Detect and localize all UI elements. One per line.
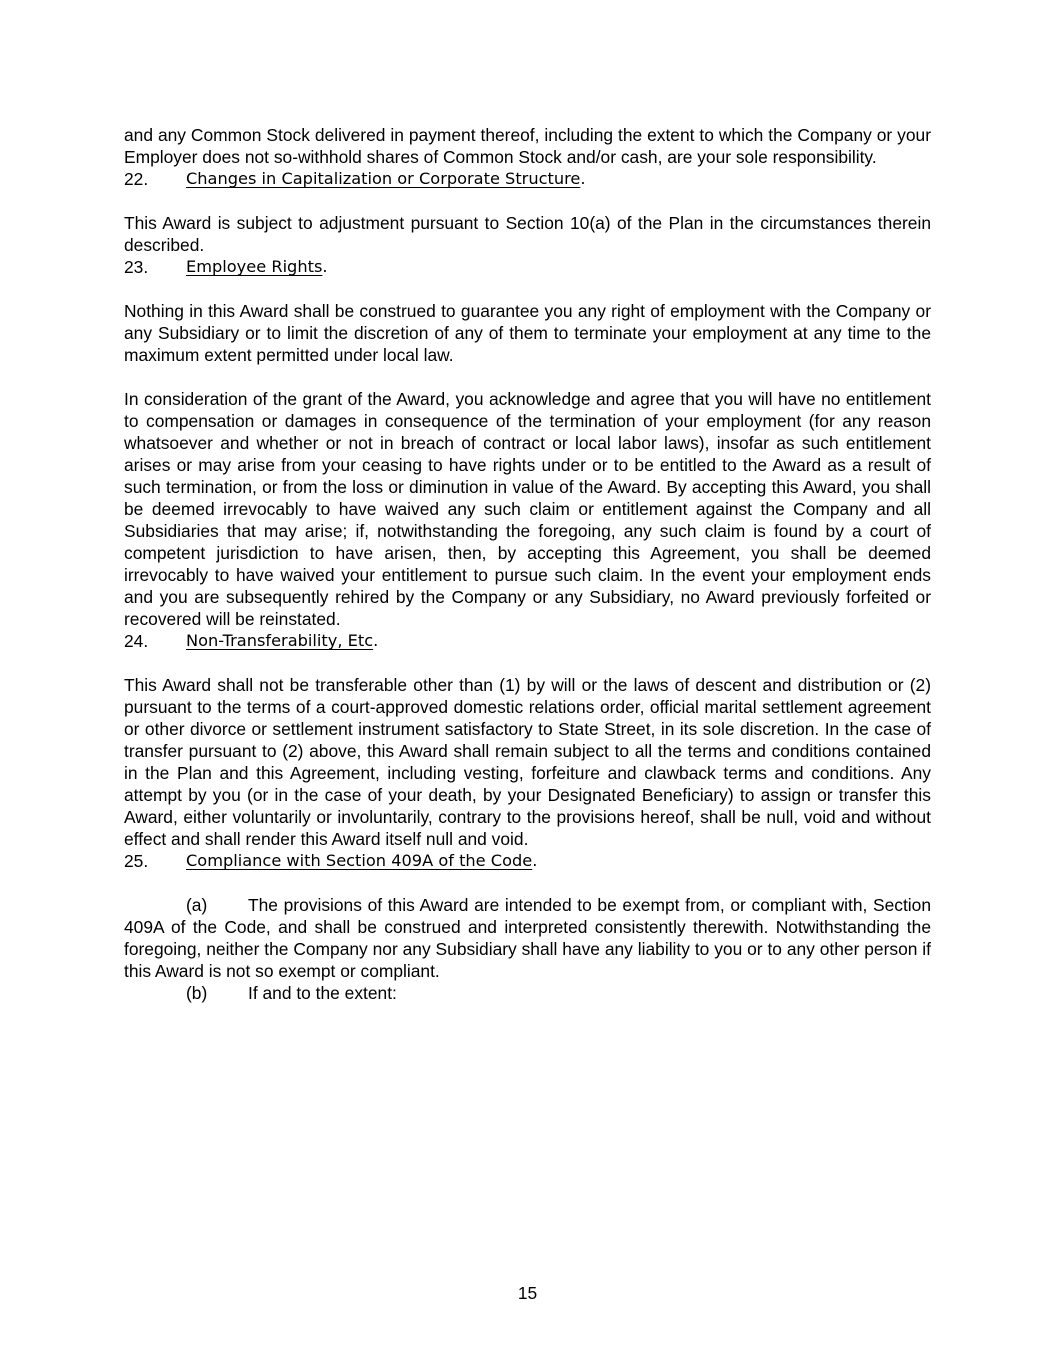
intro-paragraph: and any Common Stock delivered in payment thereof, including the extent to which the Company or your Employer does not so-withhold shares of Common Stock and/or cash, are your sole responsibility. xyxy=(124,125,931,167)
subsection-label: (a) xyxy=(186,895,208,915)
subsection-label: (b) xyxy=(186,983,208,1003)
section-25-subsection-a xyxy=(124,894,931,982)
document-page xyxy=(124,124,931,1004)
section-heading-24 xyxy=(124,630,931,652)
section-title: Employee Rights xyxy=(186,257,323,276)
section-24-paragraph-1: This Award shall not be transferable other than (1) by will or the laws of descent and distribution or (2) pursuant to the terms of a court-approved domestic relations order, official marital settlement agreement or other divorce or settlement instrument satisfactory to State Street, in its sole discretion. In the case of transfer pursuant to (2) above, this Award shall remain subject to all the terms and conditions contained in the Plan and this Agreement, including vesting, forfeiture and clawback terms and conditions. Any attempt by you (or in the case of your death, by your Designated Beneficiary) to assign or transfer this Award, either voluntarily or involuntarily, contrary to the provisions hereof, shall be null, void and without effect and shall render this Award itself null and void. xyxy=(124,675,931,849)
subsection-text: If and to the extent: xyxy=(248,983,397,1003)
section-number: 25. xyxy=(124,851,149,871)
section-25-subsection-b xyxy=(124,982,931,1004)
section-title: Changes in Capitalization or Corporate Structure xyxy=(186,169,581,188)
heading-period: . xyxy=(532,851,538,870)
page-number: 15 xyxy=(517,1283,538,1303)
section-23-paragraph-1: Nothing in this Award shall be construed to guarantee you any right of employment with the Company or any Subsidiary or to limit the discretion of any of them to terminate your employment at any time to the maximum extent permitted under local law. xyxy=(124,301,931,365)
section-number: 23. xyxy=(124,257,149,277)
subsection-text: The provisions of this Award are intended to be exempt from, or compliant with, Section 409A of the Code, and shall be construed and interpreted consistently therewith. Notwithstanding the foregoing, neither the Company nor any Subsidiary shall have any liability to you or to any other person if this Award is not so exempt or compliant. xyxy=(124,895,931,981)
heading-period: . xyxy=(322,257,328,276)
section-title: Non-Transferability, Etc xyxy=(186,631,374,650)
section-heading-25 xyxy=(124,850,931,872)
section-number: 22. xyxy=(124,169,149,189)
section-23-paragraph-2: In consideration of the grant of the Award, you acknowledge and agree that you will have no entitlement to compensation or damages in consequence of the termination of your employment (for any reason whatsoever and whether or not in breach of contract or local labor laws), insofar as such entitlement arises or may arise from your ceasing to have rights under or to be entitled to the Award as a result of such termination, or from the loss or diminution in value of the Award. By accepting this Award, you shall be deemed irrevocably to have waived any such claim or entitlement against the Company and all Subsidiaries that may arise; if, notwithstanding the foregoing, any such claim is found by a court of competent jurisdiction to have arisen, then, by accepting this Agreement, you shall be deemed irrevocably to have waived your entitlement to pursue such claim. In the event your employment ends and you are subsequently rehired by the Company or any Subsidiary, no Award previously forfeited or recovered will be reinstated. xyxy=(124,389,931,629)
section-title: Compliance with Section 409A of the Code xyxy=(186,851,533,870)
section-number: 24. xyxy=(124,631,149,651)
section-22-paragraph-1: This Award is subject to adjustment pursuant to Section 10(a) of the Plan in the circumstances therein described. xyxy=(124,213,931,255)
heading-period: . xyxy=(580,169,586,188)
section-heading-23 xyxy=(124,256,931,278)
section-heading-22 xyxy=(124,168,931,190)
heading-period: . xyxy=(373,631,379,650)
